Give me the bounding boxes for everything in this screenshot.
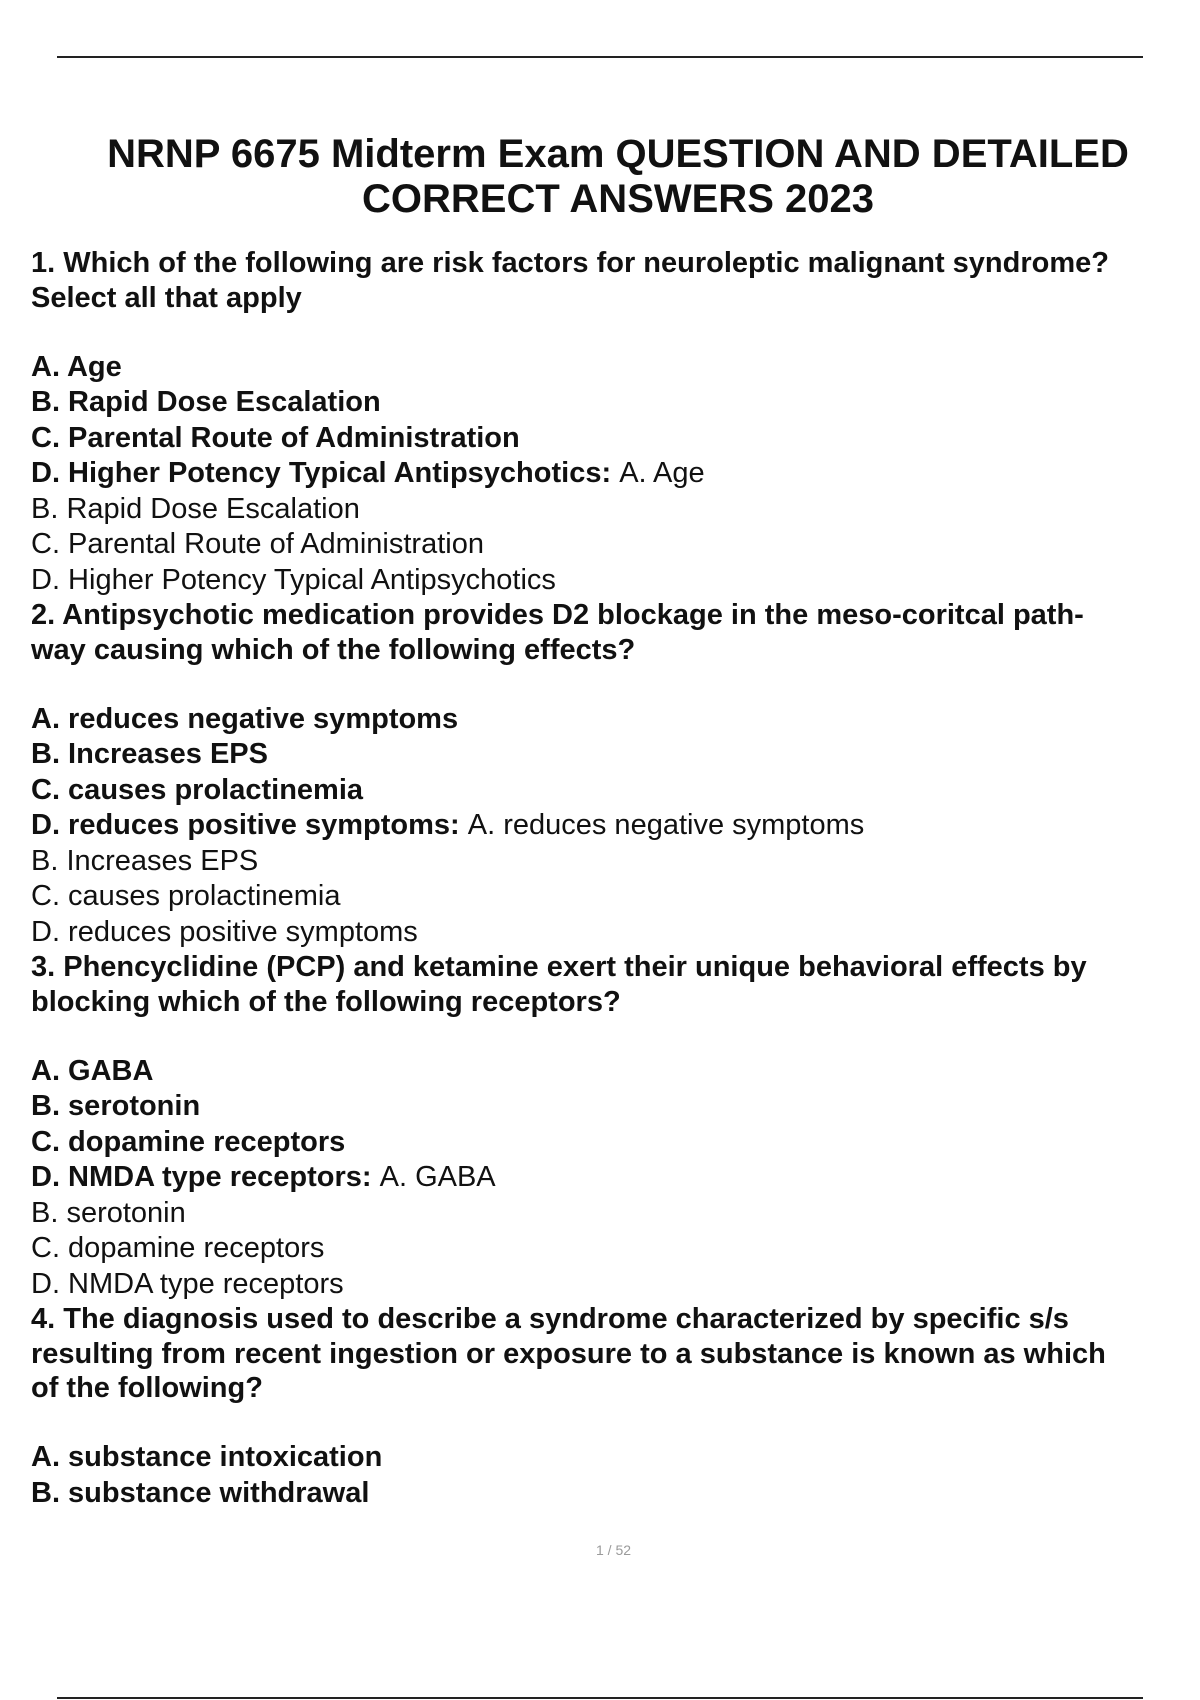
title-line-1: NRNP 6675 Midterm Exam QUESTION AND DETAILED — [107, 132, 1129, 176]
answer-line: A. reduces negative symptoms — [467, 809, 865, 841]
answer-line: B. Increases EPS — [31, 844, 259, 877]
answer-line: C. causes prolactinemia — [31, 880, 341, 912]
question-text: resulting from recent ingestion or exposure to a substance is known as which — [31, 1337, 1106, 1370]
question-text: of the following? — [31, 1372, 263, 1404]
question-text: 3. Phencyclidine (PCP) and ketamine exert their unique behavioral effects by — [31, 951, 1087, 983]
bottom-rule — [57, 1697, 1143, 1699]
question-text: blocking which of the following receptors? — [31, 985, 621, 1018]
question-text: Select all that apply — [31, 281, 302, 314]
option-line: A. GABA — [31, 1054, 154, 1087]
answer-line: C. Parental Route of Administration — [31, 528, 484, 560]
option-line: B. Increases EPS — [31, 738, 268, 770]
page-title — [0, 132, 1200, 222]
question-3 — [31, 950, 1200, 1302]
option-label: D. reduces positive symptoms: — [31, 809, 460, 841]
answer-line: D. Higher Potency Typical Antipsychotics — [31, 563, 556, 596]
answer-line: C. dopamine receptors — [31, 1232, 325, 1264]
question-text: 2. Antipsychotic medication provides D2 blockage in the meso-coritcal path- — [31, 599, 1084, 631]
option-line: A. reduces negative symptoms — [31, 702, 459, 735]
option-line: C. causes prolactinemia — [31, 773, 364, 806]
question-text: 1. Which of the following are risk factors for neuroleptic malignant syndrome? — [31, 247, 1109, 279]
answer-line: B. serotonin — [31, 1196, 186, 1229]
option-line-with-answer — [31, 1160, 1200, 1196]
answer-line: D. NMDA type receptors — [31, 1267, 344, 1300]
option-line: A. Age — [31, 350, 122, 383]
page-indicator: 1 / 52 — [595, 1542, 632, 1558]
option-label: D. Higher Potency Typical Antipsychotics: — [31, 457, 612, 489]
answer-line: B. Rapid Dose Escalation — [31, 492, 360, 525]
question-1 — [31, 246, 1200, 598]
question-list — [31, 246, 1200, 1511]
title-line-2: CORRECT ANSWERS 2023 — [362, 177, 874, 221]
question-text: 4. The diagnosis used to describe a syndrome characterized by specific s/s — [31, 1303, 1069, 1335]
option-line: B. Rapid Dose Escalation — [31, 386, 381, 418]
answer-line: A. GABA — [379, 1161, 496, 1193]
top-rule — [57, 56, 1143, 58]
option-line: A. substance intoxication — [31, 1441, 383, 1473]
option-line-with-answer — [31, 456, 1200, 492]
option-line: C. Parental Route of Administration — [31, 421, 520, 454]
question-4 — [31, 1302, 1200, 1511]
answer-line: D. reduces positive symptoms — [31, 915, 418, 948]
option-label: D. NMDA type receptors: — [31, 1161, 372, 1193]
option-line-with-answer — [31, 808, 1200, 844]
question-2 — [31, 598, 1200, 950]
option-line: C. dopamine receptors — [31, 1125, 346, 1158]
option-line: B. serotonin — [31, 1090, 201, 1122]
question-text: way causing which of the following effects? — [31, 633, 636, 666]
answer-line: A. Age — [619, 457, 705, 489]
option-line: B. substance withdrawal — [31, 1476, 370, 1509]
